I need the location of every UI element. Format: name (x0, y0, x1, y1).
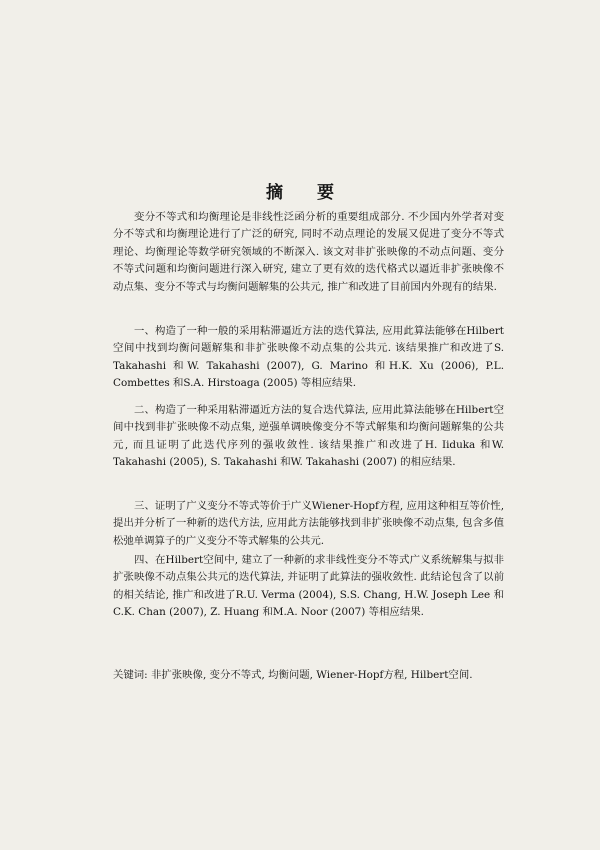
abstract-paragraph-result-1: 一、构造了一种一般的采用粘滞逼近方法的迭代算法, 应用此算法能够在Hilbert空间中找到均衡问题解集和非扩张映像不动点集的公共元. 该结果推广和改进了S. Takahashi 和W. Takahashi (2007), G. Marino 和H.K. Xu (2006), P.L. Combettes 和S.A. Hirstoaga (2005) 等相应结果. (113, 325, 504, 390)
keywords-text: 非扩张映像, 变分不等式, 均衡问题, Wiener-Hopf方程, Hilbert空间. (151, 669, 473, 681)
abstract-paragraph-intro: 变分不等式和均衡理论是非线性泛函分析的重要组成部分. 不少国内外学者对变分不等式和均衡理论进行了广泛的研究, 同时不动点理论的发展又促进了变分不等式理论、均衡理论等数学研究领域的不断深入. 该文对非扩张映像的不动点问题、变分不等式问题和均衡问题进行深入研究, 建立了更有效的迭代格式以逼近非扩张映像不动点集、变分不等式与均衡问题解集的公共元, 推广和改进了目前国内外现有的结果. (113, 211, 504, 293)
abstract-paragraph-result-3: 三、证明了广义变分不等式等价于广义Wiener-Hopf方程, 应用这种相互等价性, 提出并分析了一种新的迭代方法, 应用此方法能够找到非扩张映像不动点集, 包含多值松弛单调算子的广义变分不等式解集的公共元. (113, 500, 504, 547)
keywords-line (113, 667, 513, 684)
keywords-label: 关键词: (113, 669, 148, 681)
abstract-title: 摘 要 (266, 183, 348, 203)
abstract-paragraph-result-2: 二、构造了一种采用粘滞逼近方法的复合迭代算法, 应用此算法能够在Hilbert空间中找到非扩张映像不动点集, 逆强单调映像变分不等式解集和均衡问题解集的公共元, 而且证明了此迭代序列的强收敛性. 该结果推广和改进了H. Iiduka 和W. Takahashi (2005), S. Takahashi 和W. Takahashi (2007) 的相应结果. (113, 404, 504, 469)
abstract-paragraph-result-4: 四、在Hilbert空间中, 建立了一种新的求非线性变分不等式广义系统解集与拟非扩张映像不动点集公共元的迭代算法, 并证明了此算法的强收敛性. 此结论包含了以前的相关结论, 推广和改进了R.U. Verma (2004), S.S. Chang, H.W. Joseph Lee 和C.K. Chan (2007), Z. Huang 和M.A. Noor (2007) 等相应结果. (113, 554, 504, 619)
